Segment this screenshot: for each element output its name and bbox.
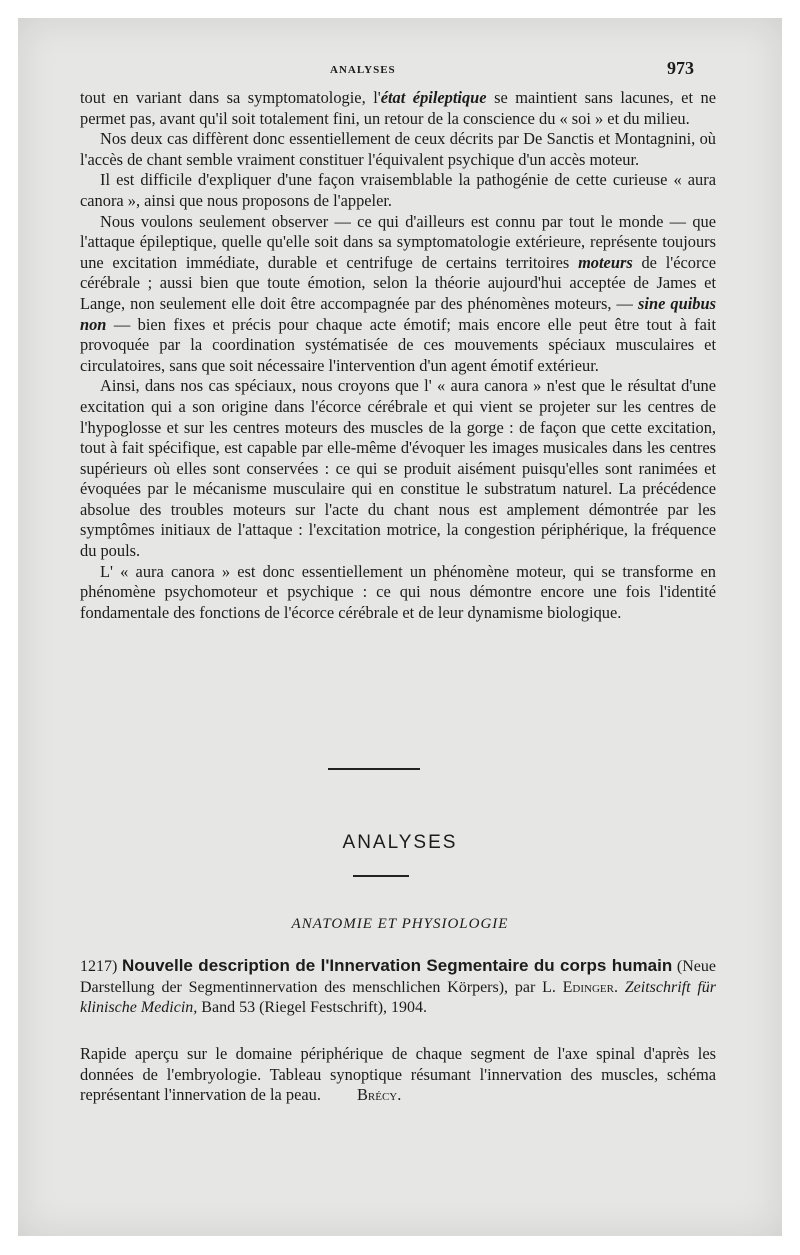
subsection-title: ANATOMIE ET PHYSIOLOGIE	[291, 916, 509, 932]
entry-year: 1904.	[391, 999, 428, 1016]
paragraph-4-text-b: de l'écorce cérébrale ; aussi bien que toute émotion, selon la théorie aujourd'hui acceptée de James et Lange, non seulement elle doit être accompagnée par des phénomènes moteurs, —	[80, 252, 716, 313]
divider-rule-upper	[328, 768, 420, 770]
entry-number: 1217)	[80, 958, 118, 975]
entry-author: Edinger	[562, 978, 614, 996]
reviewer-name: Brécy.	[356, 1085, 402, 1105]
page-header	[18, 58, 782, 88]
entry-original-title: (Neue Darstellung der Segmentinnervation des menschlichen Körpers), par L.	[80, 958, 716, 996]
paragraph-4-text-a: Nous voulons seulement observer — ce qui d'ailleurs est connu par tout le monde — que l'attaque épileptique, quelle qu'elle soit dans sa symptomatologie extérieure, représente toujours une excitation immédiate, durable et centrifuge de certains territoires	[80, 211, 716, 272]
entry-summary	[80, 1044, 716, 1106]
page-number: 973	[667, 58, 694, 78]
entry-details: Band 53 (Riegel Festschrift),	[197, 999, 388, 1016]
paragraph-1-emphasis: état épileptique	[380, 88, 487, 107]
paragraph-4-text-c: — bien fixes et précis pour chaque acte émotif; mais encore elle peut être tout à fait provoquée par la coordination systématisée de ces mouvements spéciaux musculaires et circulatoires, sans que soit nécessaire l'intervention d'un agent émotif extérieur.	[80, 314, 716, 375]
paragraph-4-emphasis-2: sine quibus non	[80, 293, 716, 334]
scanned-page	[18, 18, 782, 1236]
paragraph-4-emphasis-1: moteurs	[578, 252, 633, 272]
article-body	[80, 88, 716, 623]
summary-paragraph	[80, 1044, 716, 1106]
paragraph-5: Ainsi, dans nos cas spéciaux, nous croyons que l' « aura canora » n'est que le résultat d'une excitation qui a son origine dans l'écorce cérébrale et qui vient se projeter sur les centres de l'hypoglosse et sur les centres moteurs des muscles de la gorge : de façon que cette excitation, tout à fait spécifique, est capable par elle-même d'évoquer les images musicales dans les centres supérieurs où elles sont conservées : ce qui se produit aisément puisqu'elles sont ranimées et évoquées par le mécanisme musculaire qui en constitue le substratum naturel. La précédence absolue des troubles moteurs sur l'acte du chant nous est amplement démontrée par les symptômes initiaux de l'attaque : l'excitation motrice, la congestion périphérique, la fréquence du pouls.	[80, 376, 716, 561]
summary-text: Rapide aperçu sur le domaine périphérique de chaque segment de l'axe spinal d'après les données de l'embryologie. Tableau synoptique résumant l'innervation des muscles, schéma représentant l'innervation de la peau.	[80, 1044, 716, 1105]
paragraph-6: L' « aura canora » est donc essentiellement un phénomène moteur, qui se transforme en phénomène psychomoteur et psychique : ce qui nous démontre encore une fois l'identité fondamentale des fonctions de l'écorce cérébrale et de leur dynamisme biologique.	[80, 561, 716, 622]
running-title: ANALYSES	[330, 64, 396, 76]
entry-separator: .	[613, 978, 625, 996]
divider-rule-lower	[353, 875, 409, 877]
section-title: ANALYSES	[342, 832, 458, 853]
bibliographic-entry	[80, 956, 716, 1019]
paragraph-1-text-a: tout en variant dans sa symptomatologie, l'	[80, 88, 381, 107]
paragraph-2: Nos deux cas diffèrent donc essentiellement de ceux décrits par De Sanctis et Montagnini, où l'accès de chant semble vraiment constituer l'équivalent psychique d'un accès moteur.	[80, 129, 716, 169]
paragraph-1-text-b: se maintient sans lacunes, et ne permet pas, avant qu'il soit totalement fini, un retour de la conscience du « soi » et du milieu.	[80, 88, 716, 128]
entry-title: Nouvelle description de l'Innervation Segmentaire du corps humain	[122, 956, 673, 975]
paragraph-1	[80, 88, 716, 129]
entry-journal: Zeitschrift für klinische Medicin,	[80, 978, 717, 1016]
paragraph-3: Il est difficile d'expliquer d'une façon vraisemblable la pathogénie de cette curieuse « aura canora », ainsi que nous proposons de l'appeler.	[80, 170, 716, 210]
paragraph-4	[80, 212, 716, 377]
